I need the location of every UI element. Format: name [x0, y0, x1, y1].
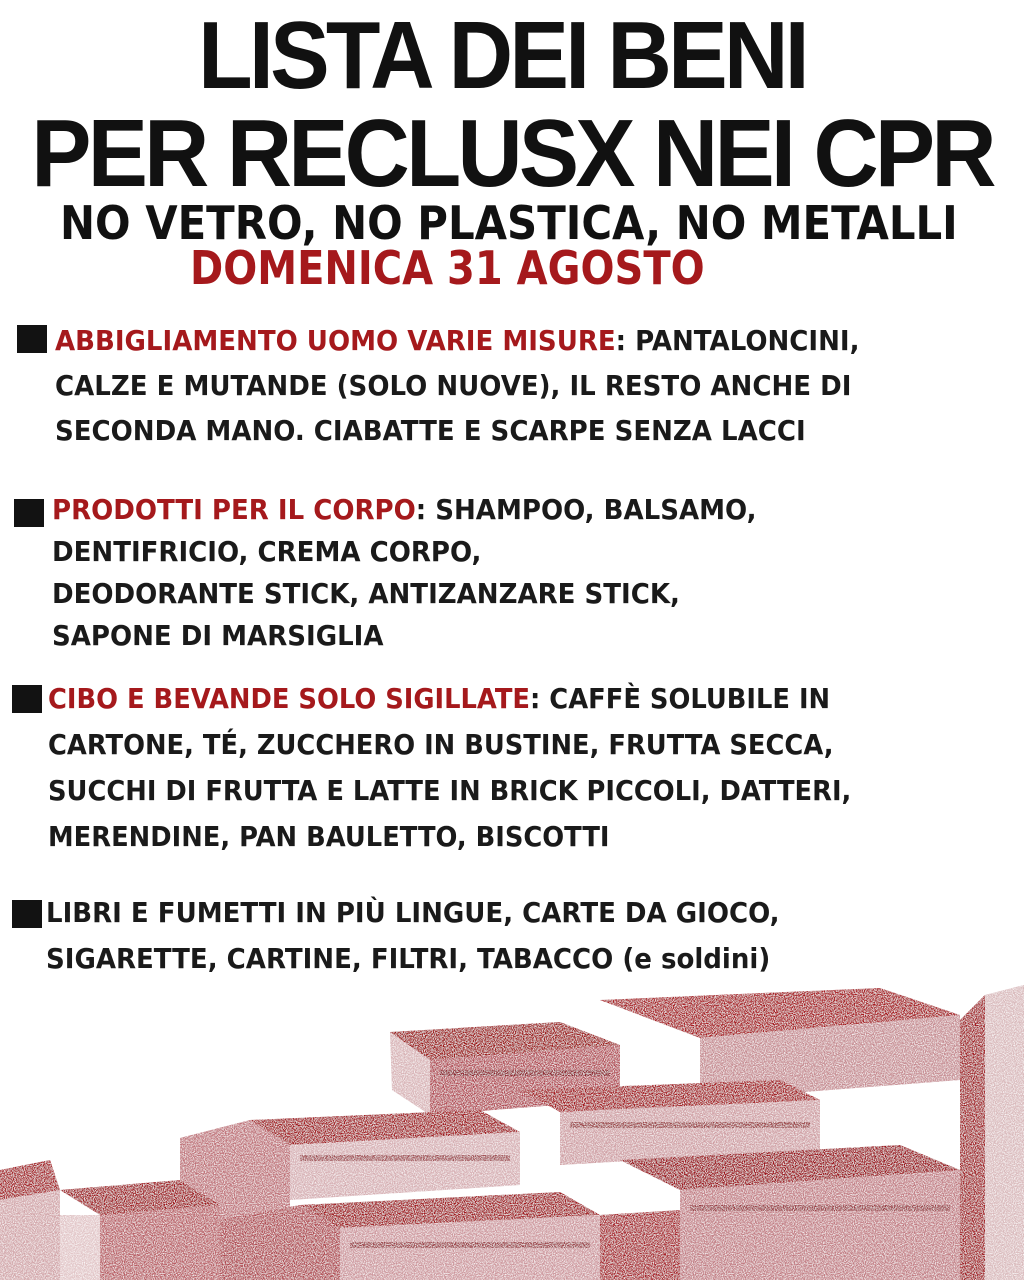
list-item-clothing: [55, 318, 859, 453]
list-item-line: [52, 489, 756, 531]
list-item-text: DENTIFRICIO, CREMA CORPO,: [52, 535, 482, 568]
list-item-text: CALZE E MUTANDE (SOLO NUOVE), IL RESTO ANCHE DI: [55, 369, 852, 402]
list-item-text: LIBRI E FUMETTI IN PIÙ LINGUE, CARTE DA GIOCO,: [46, 896, 780, 929]
list-item-text: CARTONE, TÉ, ZUCCHERO IN BUSTINE, FRUTTA SECCA,: [48, 728, 834, 761]
black-square-icon: [12, 685, 42, 713]
list-item-food-drinks: [48, 676, 851, 860]
list-item-text: DEODORANTE STICK, ANTIZANZARE STICK,: [52, 577, 680, 610]
list-item-body-products: [52, 489, 756, 657]
list-item-text: SUCCHI DI FRUTTA E LATTE IN BRICK PICCOLI, DATTERI,: [48, 774, 852, 807]
list-item-text: SAPONE DI MARSIGLIA: [52, 619, 384, 652]
category-label: CIBO E BEVANDE SOLO SIGILLATE: [48, 682, 531, 715]
subtitle: NO VETRO, NO PLASTICA, NO METALLI: [60, 196, 958, 250]
black-square-icon: [14, 499, 44, 527]
category-label: ABBIGLIAMENTO UOMO VARIE MISURE: [55, 324, 616, 357]
list-item-text: MERENDINE, PAN BAULETTO, BISCOTTI: [48, 820, 610, 853]
event-date: DOMENICA 31 AGOSTO: [190, 241, 705, 295]
category-label: PRODOTTI PER IL CORPO: [52, 493, 416, 526]
list-item-text: : SHAMPOO, BALSAMO,: [415, 493, 757, 526]
list-item-line: [55, 318, 859, 363]
black-square-icon: [17, 325, 47, 353]
list-item-text: : CAFFÈ SOLUBILE IN: [530, 682, 831, 715]
list-item-text: : PANTALONCINI,: [615, 324, 860, 357]
list-item-text: SIGARETTE, CARTINE, FILTRI, TABACCO (e soldini): [46, 942, 771, 975]
black-square-icon: [12, 900, 42, 928]
building-illustration: [0, 960, 1024, 1280]
list-item-line: [48, 676, 851, 722]
title-line-2: PER RECLUSX NEI CPR: [31, 100, 993, 207]
list-item-text: SECONDA MANO. CIABATTE E SCARPE SENZA LACCI: [55, 414, 806, 447]
title-line-1: LISTA DEI BENI: [198, 2, 806, 109]
